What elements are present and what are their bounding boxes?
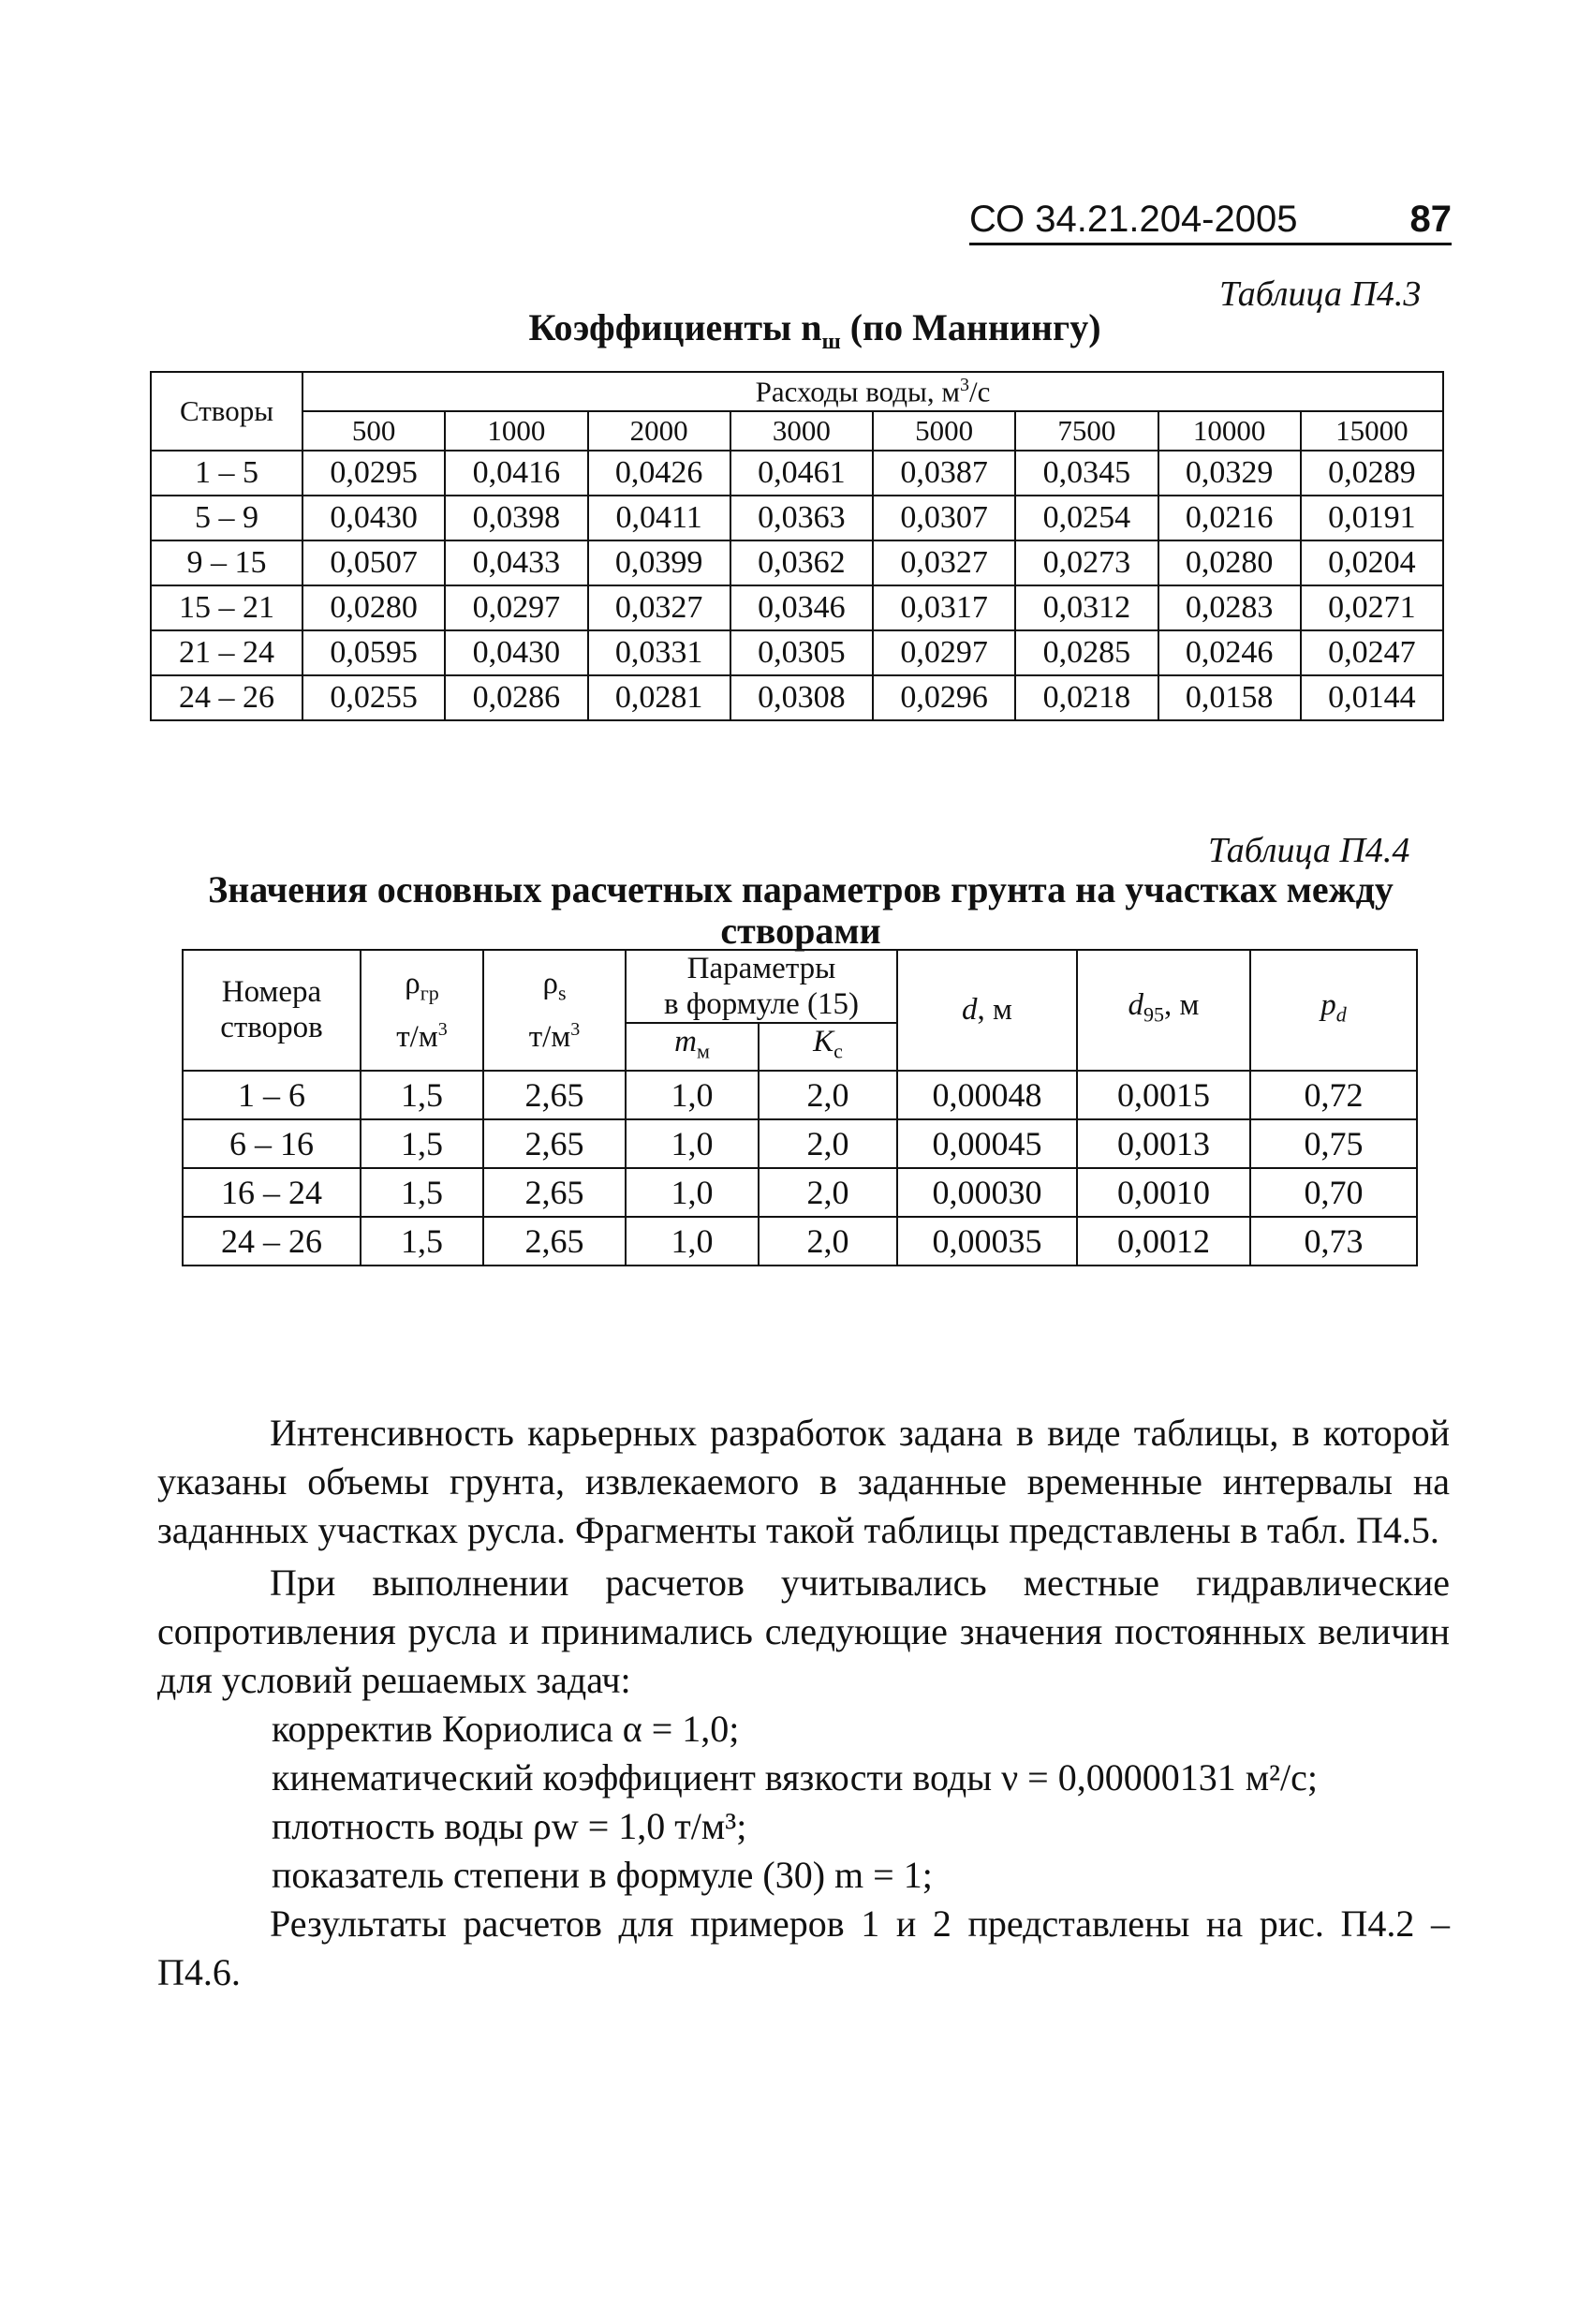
document-code: СО 34.21.204-2005 bbox=[969, 199, 1298, 240]
value-cell: 0,0461 bbox=[730, 451, 873, 496]
value-cell: 0,0426 bbox=[588, 451, 730, 496]
table3-column-header: 7500 bbox=[1015, 411, 1158, 451]
value-cell: 2,65 bbox=[483, 1119, 626, 1168]
section-cell: 16 – 24 bbox=[183, 1168, 361, 1217]
value-cell: 0,0307 bbox=[873, 496, 1015, 540]
paragraph-3: Результаты расчетов для примеров 1 и 2 представлены на рис. П4.2 – П4.6. bbox=[157, 1902, 1450, 1993]
value-cell: 1,0 bbox=[626, 1071, 759, 1119]
value-cell: 0,0305 bbox=[730, 630, 873, 675]
value-cell: 0,0012 bbox=[1077, 1217, 1250, 1266]
table3-column-header: 10000 bbox=[1158, 411, 1301, 451]
paragraph-1: Интенсивность карьерных разработок задана в виде таблицы, в которой указаны объемы грунта, извлекаемого в заданные временные интервалы на заданных участках русла. Фрагменты такой таблицы представлены в табл. П4.5. bbox=[157, 1412, 1450, 1551]
section-cell: 6 – 16 bbox=[183, 1119, 361, 1168]
constants-list bbox=[157, 1705, 1450, 1900]
value-cell: 0,0254 bbox=[1015, 496, 1158, 540]
section-cell: 15 – 21 bbox=[151, 585, 302, 630]
constant-item-2: кинематический коэффициент вязкости воды ν = 0,00000131 м²/с; bbox=[272, 1756, 1319, 1799]
value-cell: 0,00045 bbox=[897, 1119, 1077, 1168]
value-cell: 0,0329 bbox=[1158, 451, 1301, 496]
table4-d-header: d, м bbox=[897, 950, 1077, 1071]
table3-column-header: 15000 bbox=[1301, 411, 1443, 451]
section-cell: 5 – 9 bbox=[151, 496, 302, 540]
table3-column-header: 500 bbox=[302, 411, 445, 451]
value-cell: 0,00048 bbox=[897, 1071, 1077, 1119]
value-cell: 0,0216 bbox=[1158, 496, 1301, 540]
value-cell: 0,0312 bbox=[1015, 585, 1158, 630]
value-cell: 0,73 bbox=[1250, 1217, 1417, 1266]
table3-column-header: 1000 bbox=[445, 411, 587, 451]
table3-group-header: Расходы воды, $м^3/с$ bbox=[302, 372, 1443, 411]
value-cell: 0,0246 bbox=[1158, 630, 1301, 675]
table4-m-header: $m_м$ bbox=[626, 1023, 759, 1071]
value-cell: 1,5 bbox=[361, 1071, 483, 1119]
table3-column-header: 2000 bbox=[588, 411, 730, 451]
page-header bbox=[969, 199, 1452, 245]
value-cell: 0,0430 bbox=[445, 630, 587, 675]
table4-d95-header: $d_{95}$, м bbox=[1077, 950, 1250, 1071]
table-row bbox=[151, 451, 1443, 496]
value-cell: 2,65 bbox=[483, 1071, 626, 1119]
value-cell: 1,5 bbox=[361, 1168, 483, 1217]
value-cell: 0,00035 bbox=[897, 1217, 1077, 1266]
value-cell: 0,0345 bbox=[1015, 451, 1158, 496]
value-cell: 2,0 bbox=[759, 1071, 897, 1119]
value-cell: 0,0247 bbox=[1301, 630, 1443, 675]
value-cell: 0,0280 bbox=[302, 585, 445, 630]
table4-pd-header: $p_d$ bbox=[1250, 950, 1417, 1071]
value-cell: 0,0280 bbox=[1158, 540, 1301, 585]
value-cell: 2,0 bbox=[759, 1119, 897, 1168]
table3-label: Таблица П4.3 bbox=[1219, 274, 1422, 314]
value-cell: 0,0433 bbox=[445, 540, 587, 585]
value-cell: 0,0399 bbox=[588, 540, 730, 585]
value-cell: 0,0363 bbox=[730, 496, 873, 540]
table-row bbox=[151, 540, 1443, 585]
value-cell: 0,0191 bbox=[1301, 496, 1443, 540]
value-cell: 0,0283 bbox=[1158, 585, 1301, 630]
table4-title: Значения основных расчетных параметров грунта на участках между створами bbox=[208, 868, 1394, 952]
value-cell: 2,65 bbox=[483, 1217, 626, 1266]
value-cell: 0,0286 bbox=[445, 675, 587, 720]
value-cell: 0,00030 bbox=[897, 1168, 1077, 1217]
value-cell: 0,0289 bbox=[1301, 451, 1443, 496]
value-cell: 0,0430 bbox=[302, 496, 445, 540]
table-row bbox=[183, 1168, 1417, 1217]
value-cell: 0,0013 bbox=[1077, 1119, 1250, 1168]
section-cell: 24 – 26 bbox=[151, 675, 302, 720]
value-cell: 2,0 bbox=[759, 1168, 897, 1217]
value-cell: 0,0144 bbox=[1301, 675, 1443, 720]
value-cell: 0,0595 bbox=[302, 630, 445, 675]
table4-label: Таблица П4.4 bbox=[1208, 831, 1410, 870]
value-cell: 0,72 bbox=[1250, 1071, 1417, 1119]
table4-soil-parameters bbox=[182, 949, 1418, 1266]
value-cell: 0,0308 bbox=[730, 675, 873, 720]
value-cell: 0,0285 bbox=[1015, 630, 1158, 675]
table-row bbox=[151, 630, 1443, 675]
table-row bbox=[183, 1217, 1417, 1266]
value-cell: 0,0362 bbox=[730, 540, 873, 585]
table4-rho-gr-header: $\rho_{гр}$ $т/м^3$ bbox=[361, 950, 483, 1071]
table-row bbox=[151, 496, 1443, 540]
table4-params-header: Параметры в формуле (15) bbox=[626, 950, 897, 1023]
value-cell: 0,0295 bbox=[302, 451, 445, 496]
table3-column-header: 3000 bbox=[730, 411, 873, 451]
value-cell: 0,0411 bbox=[588, 496, 730, 540]
table-row bbox=[183, 1119, 1417, 1168]
section-cell: 1 – 6 bbox=[183, 1071, 361, 1119]
value-cell: 1,0 bbox=[626, 1168, 759, 1217]
value-cell: 0,0387 bbox=[873, 451, 1015, 496]
table3-row-header: Створы bbox=[151, 372, 302, 451]
value-cell: 0,0271 bbox=[1301, 585, 1443, 630]
paragraph-2: При выполнении расчетов учитывались местные гидравлические сопротивления русла и принимались следующие значения постоянных величин для условий решаемых задач: bbox=[157, 1562, 1450, 1701]
value-cell: 0,0317 bbox=[873, 585, 1015, 630]
table3-column-header: 5000 bbox=[873, 411, 1015, 451]
value-cell: 0,0255 bbox=[302, 675, 445, 720]
page-number: 87 bbox=[1409, 199, 1452, 240]
value-cell: 0,0218 bbox=[1015, 675, 1158, 720]
value-cell: 2,65 bbox=[483, 1168, 626, 1217]
table4-sections-header: Номера створов bbox=[183, 950, 361, 1071]
section-cell: 24 – 26 bbox=[183, 1217, 361, 1266]
value-cell: 1,5 bbox=[361, 1217, 483, 1266]
value-cell: 1,0 bbox=[626, 1217, 759, 1266]
value-cell: 0,0327 bbox=[588, 585, 730, 630]
table4-k-header: $K_с$ bbox=[759, 1023, 897, 1071]
table3-manning-coefficients bbox=[150, 371, 1444, 721]
value-cell: 0,0331 bbox=[588, 630, 730, 675]
table-row bbox=[151, 675, 1443, 720]
value-cell: 0,0346 bbox=[730, 585, 873, 630]
body-text bbox=[157, 1409, 1450, 1997]
value-cell: 0,0204 bbox=[1301, 540, 1443, 585]
table3-title: Коэффициенты $n_ш$ (по Маннингу) bbox=[528, 306, 1101, 354]
value-cell: 0,70 bbox=[1250, 1168, 1417, 1217]
value-cell: 0,0398 bbox=[445, 496, 587, 540]
value-cell: 0,0015 bbox=[1077, 1071, 1250, 1119]
value-cell: 0,75 bbox=[1250, 1119, 1417, 1168]
table-row bbox=[183, 1071, 1417, 1119]
value-cell: 0,0507 bbox=[302, 540, 445, 585]
value-cell: 1,5 bbox=[361, 1119, 483, 1168]
constant-item-3: плотность воды ρw = 1,0 т/м³; bbox=[272, 1805, 747, 1847]
constant-item-1: корректив Кориолиса α = 1,0; bbox=[272, 1708, 740, 1750]
value-cell: 0,0158 bbox=[1158, 675, 1301, 720]
value-cell: 0,0296 bbox=[873, 675, 1015, 720]
section-cell: 9 – 15 bbox=[151, 540, 302, 585]
value-cell: 0,0297 bbox=[445, 585, 587, 630]
constant-item-4: показатель степени в формуле (30) m = 1; bbox=[272, 1854, 933, 1896]
section-cell: 1 – 5 bbox=[151, 451, 302, 496]
value-cell: 0,0273 bbox=[1015, 540, 1158, 585]
table4-rho-s-header: $\rho_s$ $т/м^3$ bbox=[483, 950, 626, 1071]
value-cell: 0,0416 bbox=[445, 451, 587, 496]
value-cell: 1,0 bbox=[626, 1119, 759, 1168]
value-cell: 0,0281 bbox=[588, 675, 730, 720]
value-cell: 0,0297 bbox=[873, 630, 1015, 675]
value-cell: 0,0327 bbox=[873, 540, 1015, 585]
value-cell: 0,0010 bbox=[1077, 1168, 1250, 1217]
section-cell: 21 – 24 bbox=[151, 630, 302, 675]
table-row bbox=[151, 585, 1443, 630]
value-cell: 2,0 bbox=[759, 1217, 897, 1266]
